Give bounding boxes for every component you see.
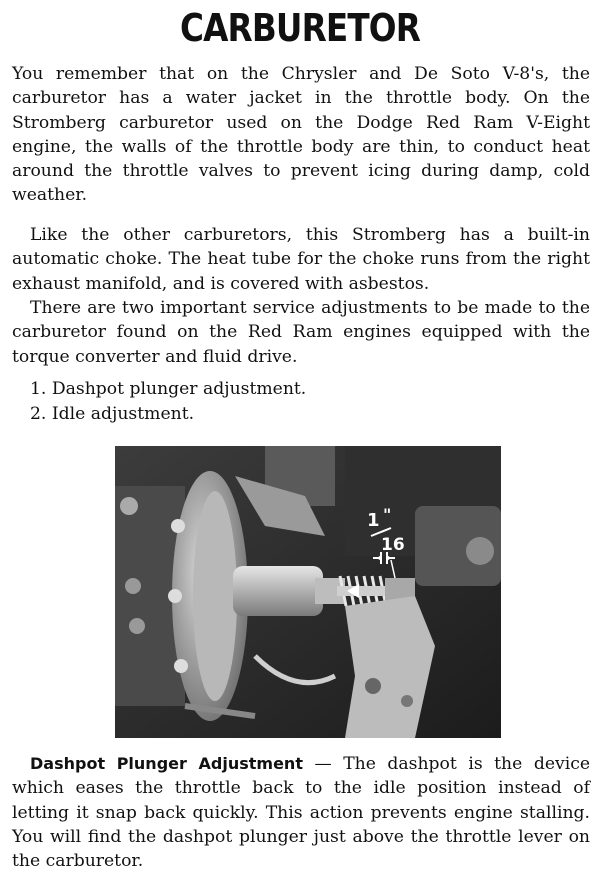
measurement-denominator: 16	[381, 535, 405, 555]
dashpot-text: — The dashpot is the device which eases the throttle back to the idle position instead of letting it snap back quickly. This action prevents engine stalling. You will find the dashpot plunger just above the throttle lever on the carburetor.	[12, 754, 590, 872]
choke-paragraph: Like the other carburetors, this Stromberg has a built-in automatic choke. The heat tube for the choke runs from the right exhaust manifold, and is covered with asbestos.	[12, 225, 590, 294]
measurement-numerator: 1	[367, 510, 380, 531]
intro-paragraph: You remember that on the Chrysler and De Soto V-8's, the carburetor has a water jacket in the throttle body. On the Stromberg carburetor used on the Dodge Red Ram V-Eight engine, the walls of the throttle body are thin, to conduct heat around the throttle valves to prevent icing during damp, cold weather.	[12, 64, 590, 206]
carburetor-photo	[115, 446, 501, 738]
service-adjustments-paragraph: There are two important service adjustments to be made to the carburetor found on the Red Ram engines equipped with the torque converter and fluid drive.	[12, 298, 590, 367]
dashpot-paragraph	[12, 752, 590, 873]
carburetor-photo-illustration	[115, 446, 501, 738]
list-item-dashpot: 1. Dashpot plunger adjustment.	[30, 379, 307, 399]
page-title: CARBURETOR	[179, 6, 421, 50]
dashpot-heading: Dashpot Plunger Adjustment	[30, 754, 303, 773]
measurement-inch-mark: "	[383, 505, 392, 524]
list-item-idle: 2. Idle adjustment.	[30, 404, 195, 424]
